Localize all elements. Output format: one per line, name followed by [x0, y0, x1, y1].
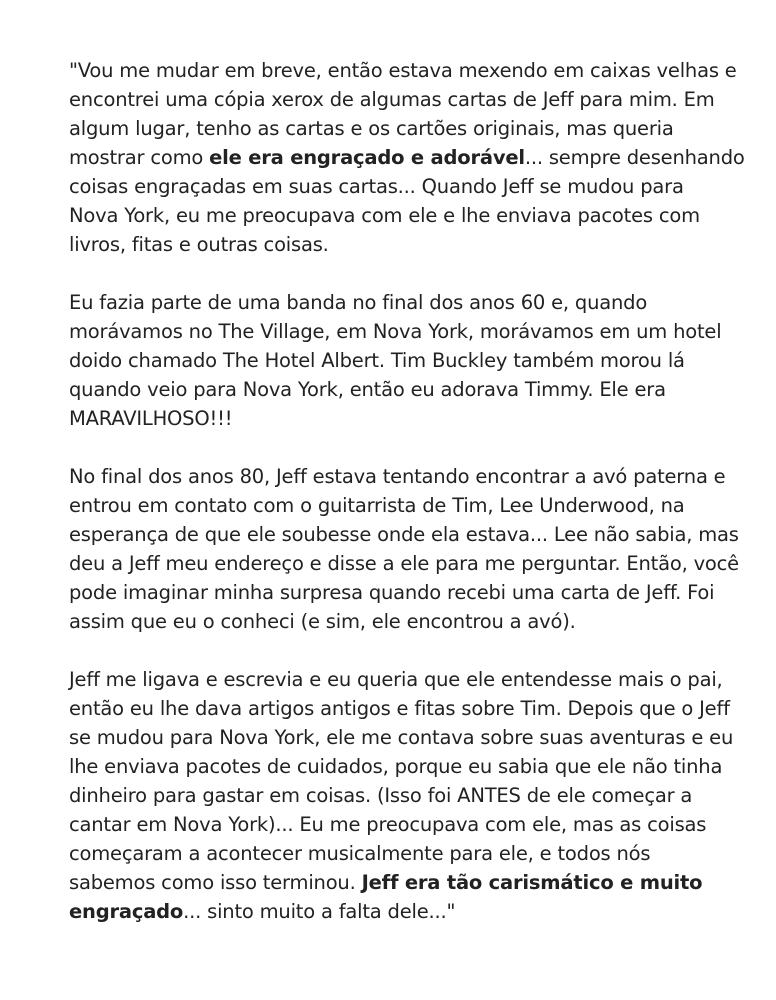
paragraph-2	[69, 288, 749, 433]
text-segment: dinheiro para gastar em coisas. (Isso foi ANTES de ele começar a	[69, 784, 693, 807]
text-line	[69, 85, 749, 114]
text-segment: começaram a acontecer musicalmente para ele, e todos nós	[69, 842, 651, 865]
text-segment: entrou em contato com o guitarrista de Tim, Lee Underwood, na	[69, 494, 685, 517]
text-line	[69, 549, 749, 578]
text-line	[69, 723, 749, 752]
text-line	[69, 897, 749, 926]
text-segment: se mudou para Nova York, ele me contava sobre suas aventuras e eu	[69, 726, 734, 749]
text-line	[69, 462, 749, 491]
text-segment: "Vou me mudar em breve, então estava mexendo em caixas velhas e	[69, 59, 737, 82]
document-body	[69, 56, 749, 955]
text-segment: algum lugar, tenho as cartas e os cartões originais, mas queria	[69, 117, 674, 140]
paragraph-3	[69, 462, 749, 636]
text-line	[69, 491, 749, 520]
text-line	[69, 375, 749, 404]
text-line	[69, 288, 749, 317]
text-line	[69, 201, 749, 230]
text-line	[69, 752, 749, 781]
bold-text: engraçado	[69, 900, 184, 923]
text-segment: esperança de que ele soubesse onde ela estava... Lee não sabia, mas	[69, 523, 739, 546]
text-segment: No final dos anos 80, Jeff estava tentando encontrar a avó paterna e	[69, 465, 726, 488]
text-segment: livros, fitas e outras coisas.	[69, 233, 329, 256]
text-segment: assim que eu o conheci (e sim, ele encontrou a avó).	[69, 610, 576, 633]
text-segment: Eu fazia parte de uma banda no final dos anos 60 e, quando	[69, 291, 648, 314]
text-line	[69, 404, 749, 433]
text-line	[69, 114, 749, 143]
text-segment: pode imaginar minha surpresa quando recebi uma carta de Jeff. Foi	[69, 581, 715, 604]
text-line	[69, 317, 749, 346]
bold-text: Jeff era tão carismático e muito	[361, 871, 703, 894]
text-line	[69, 781, 749, 810]
text-segment: então eu lhe dava artigos antigos e fitas sobre Tim. Depois que o Jeff	[69, 697, 730, 720]
text-segment: mostrar como	[69, 146, 210, 169]
text-segment: Nova York, eu me preocupava com ele e lhe enviava pacotes com	[69, 204, 700, 227]
text-segment: cantar em Nova York)... Eu me preocupava com ele, mas as coisas	[69, 813, 707, 836]
text-line	[69, 520, 749, 549]
text-line	[69, 810, 749, 839]
text-line	[69, 868, 749, 897]
text-line	[69, 694, 749, 723]
text-line	[69, 230, 749, 259]
text-segment: doido chamado The Hotel Albert. Tim Buckley também morou lá	[69, 349, 685, 372]
text-line	[69, 578, 749, 607]
paragraph-list	[69, 56, 749, 926]
text-segment: coisas engraçadas em suas cartas... Quando Jeff se mudou para	[69, 175, 684, 198]
text-segment: deu a Jeff meu endereço e disse a ele para me perguntar. Então, você	[69, 552, 739, 575]
text-line	[69, 607, 749, 636]
text-line	[69, 56, 749, 85]
text-segment: MARAVILHOSO!!!	[69, 407, 233, 430]
bold-text: ele era engraçado e adorável	[209, 146, 525, 169]
text-line	[69, 346, 749, 375]
text-segment: lhe enviava pacotes de cuidados, porque eu sabia que ele não tinha	[69, 755, 723, 778]
text-segment: sabemos como isso terminou.	[69, 871, 362, 894]
text-segment: ... sempre desenhando	[524, 146, 745, 169]
text-line	[69, 665, 749, 694]
paragraph-4	[69, 665, 749, 926]
text-segment: ... sinto muito a falta dele..."	[183, 900, 456, 923]
text-segment: encontrei uma cópia xerox de algumas cartas de Jeff para mim. Em	[69, 88, 715, 111]
text-segment: morávamos no The Village, em Nova York, morávamos em um hotel	[69, 320, 722, 343]
text-line	[69, 143, 749, 172]
text-line	[69, 172, 749, 201]
paragraph-1	[69, 56, 749, 259]
text-line	[69, 839, 749, 868]
text-segment: Jeff me ligava e escrevia e eu queria que ele entendesse mais o pai,	[69, 668, 723, 691]
text-segment: quando veio para Nova York, então eu adorava Timmy. Ele era	[69, 378, 666, 401]
